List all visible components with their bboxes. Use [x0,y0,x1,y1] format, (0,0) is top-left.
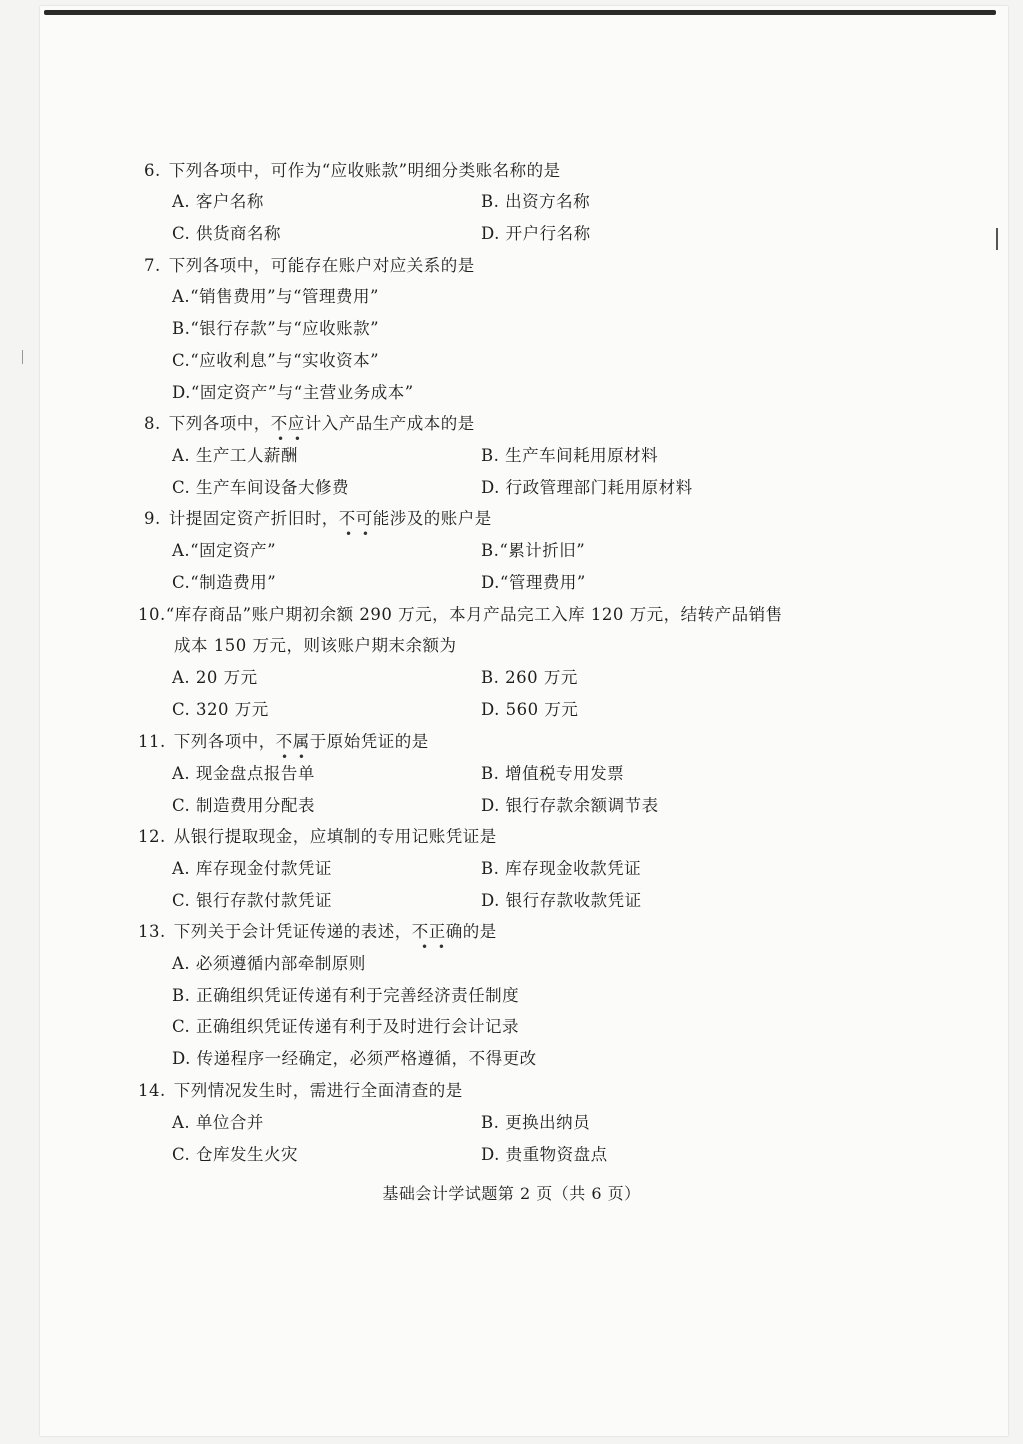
option-6d [481,223,591,245]
option-letter: A. [172,859,191,878]
option-text: 银行存款收款凭证 [505,891,642,910]
page-footer: 基础会计学试题第 2 页（共 6 页） [382,1184,641,1203]
question-10-continued: 成本 150 万元，则该账户期末余额为 [174,636,457,655]
option-text: 供货商名称 [196,224,282,243]
option-9c [172,572,276,594]
option-letter: D. [481,700,500,719]
question-14 [138,1080,463,1102]
option-letter: B. [481,446,500,465]
question-number: 14. [138,1081,166,1100]
option-12b [481,858,641,880]
option-text: “销售费用”与“管理费用” [190,287,379,306]
option-9d [481,572,586,594]
option-text: 260 万元 [505,668,578,687]
question-stem: 下列各项中，可作为“应收账款”明细分类账名称的是 [168,161,561,180]
option-7b [172,318,379,340]
option-letter: A. [172,1113,191,1132]
question-stem: 下列情况发生时，需进行全面清查的是 [173,1081,463,1100]
option-text: 贵重物资盘点 [505,1145,608,1164]
option-9b [481,540,585,562]
option-letter: B. [481,541,500,560]
option-text: 更换出纳员 [505,1113,591,1132]
option-letter: B. [481,1113,500,1132]
option-text: 正确组织凭证传递有利于完善经济责任制度 [196,986,520,1005]
option-text: “银行存款”与“应收账款” [190,319,380,338]
option-letter: C. [172,700,191,719]
option-text: 生产工人薪酬 [195,446,298,465]
option-letter: A. [172,446,191,465]
question-6 [144,160,561,182]
question-stem: 下列关于会计凭证传递的表述，不正确的是 [173,922,497,941]
question-number: 7. [144,256,161,275]
option-letter: C. [172,573,191,592]
option-10d [481,699,578,721]
option-12a [172,858,332,880]
option-11d [481,795,659,817]
option-letter: D. [481,573,500,592]
question-stem: 下列各项中，不属于原始凭证的是 [173,732,429,751]
option-letter: C. [172,1145,191,1164]
option-letter: B. [481,764,500,783]
option-6c [172,223,281,245]
option-letter: C. [172,796,191,815]
option-11b [481,763,624,785]
question-stem: 从银行提取现金，应填制的专用记账凭证是 [173,827,497,846]
option-text: 制造费用分配表 [196,796,316,815]
option-letter: B. [481,859,500,878]
option-text: “管理费用” [499,573,586,592]
option-text: “累计折旧” [499,541,586,560]
option-text: 客户名称 [195,192,264,211]
question-stem: “库存商品”账户期初余额 290 万元，本月产品完工入库 120 万元，结转产品销售 [165,605,783,624]
option-letter: C. [172,478,191,497]
option-10a [172,667,258,689]
option-letter: C. [172,224,191,243]
emphasis-dots: • • [277,432,304,446]
option-text: “固定资产”与“主营业务成本” [190,383,414,402]
option-13c [172,1016,519,1038]
question-stem: 下列各项中，不应计入产品生产成本的是 [168,414,475,433]
option-8c [172,477,349,499]
question-number: 13. [138,922,166,941]
option-11c [172,795,315,817]
option-letter: C. [172,1017,191,1036]
option-text: “应收利息”与“实收资本” [190,351,380,370]
option-letter: A. [172,541,191,560]
question-9 [144,508,492,530]
option-letter: B. [172,986,191,1005]
option-14b [481,1112,590,1134]
option-letter: D. [172,1049,191,1068]
question-number: 11. [138,732,166,751]
option-text: 行政管理部门耗用原材料 [505,478,693,497]
question-8 [144,413,475,435]
option-letter: D. [481,224,500,243]
option-text: 必须遵循内部牵制原则 [195,954,366,973]
option-letter: D. [172,383,191,402]
option-letter: B. [172,319,191,338]
option-letter: A. [172,954,191,973]
option-13d [172,1048,537,1070]
option-text: 320 万元 [196,700,269,719]
option-text: 银行存款付款凭证 [196,891,333,910]
option-12c [172,890,332,912]
option-text: 银行存款余额调节表 [505,796,659,815]
question-number: 10. [138,605,166,624]
option-text: “固定资产” [190,541,277,560]
option-13b [172,985,519,1007]
option-text: 单位合并 [195,1113,264,1132]
option-letter: B. [481,668,500,687]
option-text: 增值税专用发票 [505,764,625,783]
question-number: 6. [144,161,161,180]
option-8d [481,477,693,499]
option-letter: D. [481,891,500,910]
option-6a [172,191,264,213]
option-letter: A. [172,192,191,211]
question-stem: 下列各项中，可能存在账户对应关系的是 [168,256,475,275]
option-13a [172,953,366,975]
option-text: 库存现金付款凭证 [195,859,332,878]
question-number: 8. [144,414,161,433]
option-text: 现金盘点报告单 [195,764,315,783]
option-8b [481,445,658,467]
option-9a [172,540,276,562]
option-letter: D. [481,796,500,815]
option-text: “制造费用” [190,573,277,592]
option-letter: D. [481,478,500,497]
option-7a [172,286,379,308]
option-text: 560 万元 [505,700,579,719]
question-number: 12. [138,827,166,846]
option-letter: B. [481,192,500,211]
option-6b [481,191,590,213]
option-letter: C. [172,351,191,370]
option-14d [481,1144,608,1166]
option-10c [172,699,269,721]
question-12 [138,826,497,848]
option-text: 出资方名称 [505,192,591,211]
option-text: 库存现金收款凭证 [505,859,642,878]
option-8a [172,445,298,467]
option-14a [172,1112,264,1134]
question-7 [144,255,475,277]
option-text: 开户行名称 [505,224,591,243]
option-14c [172,1144,298,1166]
option-12d [481,890,642,912]
option-text: 传递程序一经确定，必须严格遵循，不得更改 [196,1049,537,1068]
option-letter: A. [172,287,191,306]
option-letter: D. [481,1145,500,1164]
emphasis-dots: • • [421,940,448,954]
option-10b [481,667,578,689]
option-text: 生产车间设备大修费 [196,478,350,497]
question-10 [138,604,783,626]
option-text: 生产车间耗用原材料 [505,446,659,465]
emphasis-dots: • • [281,750,308,764]
option-letter: A. [172,764,191,783]
option-text: 仓库发生火灾 [196,1145,299,1164]
option-text: 正确组织凭证传递有利于及时进行会计记录 [196,1017,520,1036]
option-letter: A. [172,668,191,687]
question-number: 9. [144,509,161,528]
emphasis-dots: • • [345,527,372,541]
question-stem: 计提固定资产折旧时，不可能涉及的账户是 [168,509,492,528]
option-text: 20 万元 [195,668,258,687]
option-letter: C. [172,891,191,910]
option-11a [172,763,315,785]
option-7d [172,382,414,404]
option-7c [172,350,379,372]
